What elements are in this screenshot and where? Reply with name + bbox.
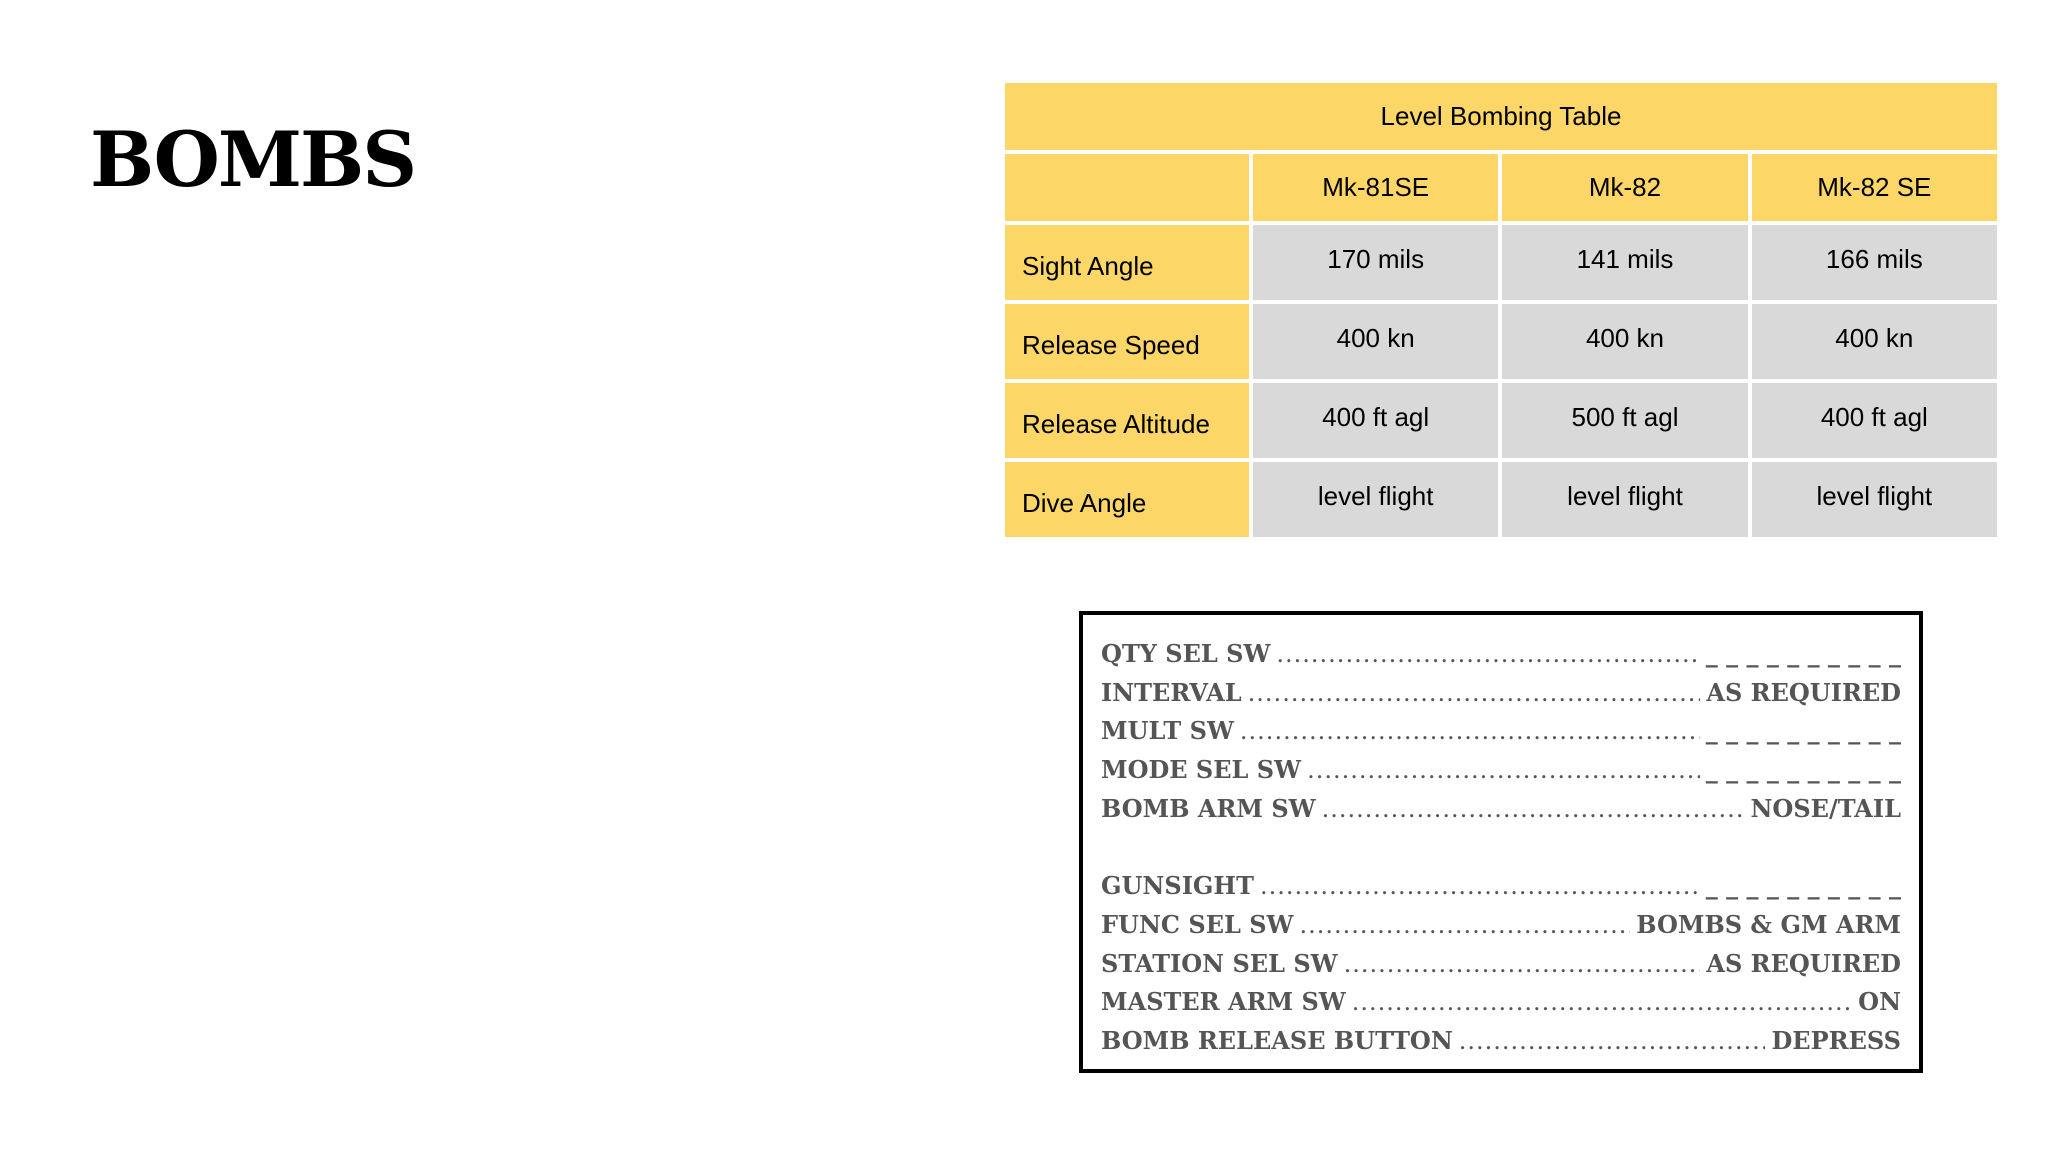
table-header-cell xyxy=(1005,154,1249,221)
checklist-item-value: NOSE/TAIL xyxy=(1750,793,1901,823)
checklist-item-label: MASTER ARM SW xyxy=(1101,987,1346,1017)
checklist-item-value: BOMBS & GM ARM xyxy=(1636,909,1901,939)
list-item xyxy=(1101,639,1901,678)
table-row xyxy=(1005,462,1997,537)
checklist-item-value: _ _ _ _ _ _ _ _ _ _ xyxy=(1705,871,1901,901)
table-header-row xyxy=(1005,154,1997,221)
list-item xyxy=(1101,794,1901,833)
table-header-cell: Mk-82 xyxy=(1502,154,1747,221)
checklist-item-value: ON xyxy=(1858,987,1901,1017)
dot-leader xyxy=(1300,911,1631,939)
checklist-item-label: MODE SEL SW xyxy=(1101,755,1302,785)
row-label: Release Altitude xyxy=(1005,383,1249,458)
table-cell: level flight xyxy=(1253,462,1498,537)
table-cell: 400 kn xyxy=(1752,304,1997,379)
table-header-cell: Mk-82 SE xyxy=(1752,154,1997,221)
checklist-item-label: BOMB ARM SW xyxy=(1101,793,1316,823)
dot-leader xyxy=(1248,679,1701,707)
list-item xyxy=(1101,716,1901,755)
checklist-item-label: BOMB RELEASE BUTTON xyxy=(1101,1025,1453,1055)
table-row xyxy=(1005,225,1997,300)
table-cell: 500 ft agl xyxy=(1502,383,1747,458)
checklist-item-value: _ _ _ _ _ _ _ _ _ _ xyxy=(1705,639,1901,668)
checklist-item-value: _ _ _ _ _ _ _ _ _ _ xyxy=(1705,755,1901,785)
list-item xyxy=(1101,949,1901,988)
dot-leader xyxy=(1276,640,1699,668)
list-item xyxy=(1101,987,1901,1026)
table-title: Level Bombing Table xyxy=(1005,83,1997,150)
table-title-row xyxy=(1005,83,1997,150)
checklist-item-value: AS REQUIRED xyxy=(1706,948,1901,978)
table-cell: 170 mils xyxy=(1253,225,1498,300)
checklist xyxy=(1101,639,1901,1065)
dot-leader xyxy=(1307,756,1700,784)
table-cell: 400 kn xyxy=(1502,304,1747,379)
level-bombing-table xyxy=(1001,79,2001,541)
dot-leader xyxy=(1322,795,1745,823)
checklist-item-label: STATION SEL SW xyxy=(1101,948,1338,978)
table-cell: 400 ft agl xyxy=(1253,383,1498,458)
checklist-item-value: AS REQUIRED xyxy=(1706,677,1901,707)
table-cell: 400 ft agl xyxy=(1752,383,1997,458)
page-title: BOMBS xyxy=(90,115,416,204)
dot-leader xyxy=(1459,1027,1766,1055)
row-label: Release Speed xyxy=(1005,304,1249,379)
table-cell: 400 kn xyxy=(1253,304,1498,379)
checklist-item-label: MULT SW xyxy=(1101,716,1234,746)
checklist-item-label: GUNSIGHT xyxy=(1101,871,1254,901)
checklist-item-label: INTERVAL xyxy=(1101,677,1242,707)
list-item xyxy=(1101,678,1901,717)
checklist-item-value: _ _ _ _ _ _ _ _ _ _ xyxy=(1705,716,1901,746)
row-label: Dive Angle xyxy=(1005,462,1249,537)
table-cell: level flight xyxy=(1752,462,1997,537)
checklist-box xyxy=(1079,611,1923,1073)
list-item xyxy=(1101,910,1901,949)
dot-leader xyxy=(1260,872,1700,900)
checklist-item-label: QTY SEL SW xyxy=(1101,639,1271,668)
list-item xyxy=(1101,755,1901,794)
dot-leader xyxy=(1344,950,1701,978)
list-item xyxy=(1101,871,1901,910)
checklist-item-value: DEPRESS xyxy=(1771,1025,1901,1055)
table-cell: level flight xyxy=(1502,462,1747,537)
list-item xyxy=(1101,1026,1901,1065)
table-row xyxy=(1005,383,1997,458)
dot-leader xyxy=(1352,988,1852,1016)
row-label: Sight Angle xyxy=(1005,225,1249,300)
table-row xyxy=(1005,304,1997,379)
dot-leader xyxy=(1240,717,1700,745)
table-cell: 141 mils xyxy=(1502,225,1747,300)
table-cell: 166 mils xyxy=(1752,225,1997,300)
checklist-item-label: FUNC SEL SW xyxy=(1101,909,1294,939)
table-header-cell: Mk-81SE xyxy=(1253,154,1498,221)
